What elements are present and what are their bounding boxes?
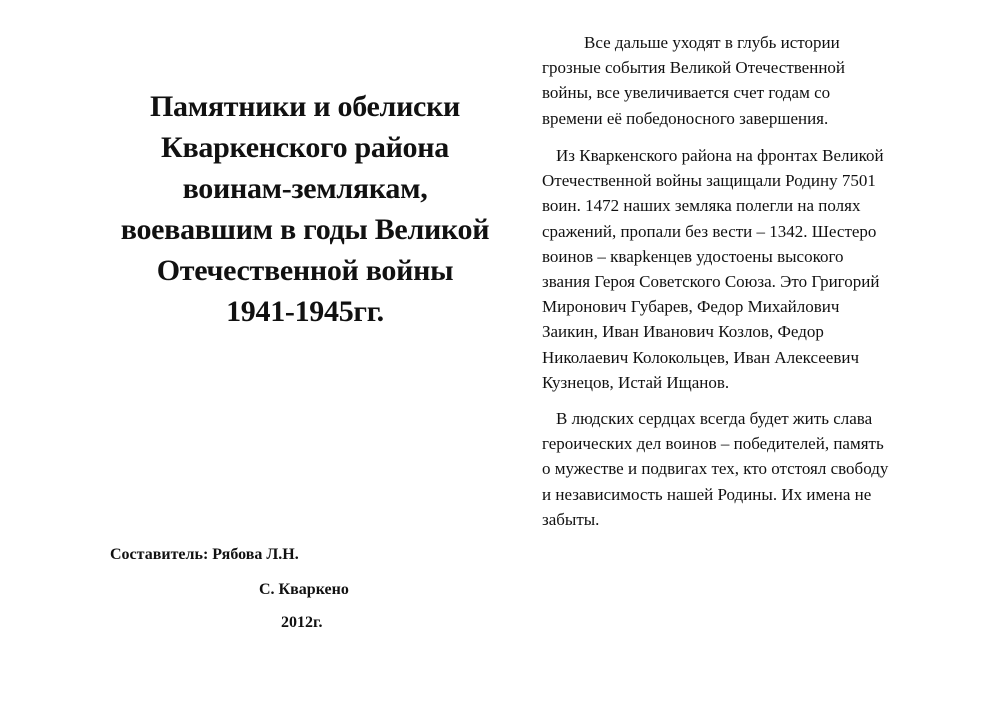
document-title [95, 86, 515, 332]
paragraph-line: воин. 1472 наших земляка полегли на полях [542, 196, 861, 216]
paragraph-line: и независимость нашей Родины. Их имена не [542, 484, 872, 504]
title-line: Кваркенского района [161, 131, 449, 164]
paragraph-line: Миронович Губарев, Федор Михайлович [542, 297, 840, 317]
paragraph-line: войны, все увеличивается счет годам со [542, 83, 831, 103]
paragraph-line: сражений, пропали без вести – 1342. Шестеро [542, 221, 877, 241]
title-line: воинам-землякам, [182, 172, 428, 205]
compiler-credit: Составитель: Рябова Л.Н. [110, 546, 299, 563]
paragraph-line: В людских сердцах всегда будет жить слава [556, 409, 873, 428]
paragraph-statistics [542, 143, 952, 395]
title-line: 1941-1945гг. [226, 295, 384, 328]
paragraph-line: о мужестве и подвигах тех, кто отстоял свободу [542, 459, 889, 479]
right-page [520, 0, 1000, 703]
paragraph-line: Заикин, Иван Иванович Козлов, Федор [542, 322, 824, 342]
paragraph-line: героических дел воинов – победителей, память [542, 434, 884, 454]
publication-place: С. Кваркено [259, 581, 349, 598]
paragraph-line: Из Кваркенского района на фронтах Великой [556, 146, 884, 165]
title-line: воевавшим в годы Великой [120, 213, 490, 246]
paragraph-memory [542, 406, 952, 532]
paragraph-line: Николаевич Колокольцев, Иван Алексеевич [542, 347, 860, 367]
paragraph-line: звания Героя Советского Союза. Это Григорий [542, 272, 880, 292]
publication-year: 2012г. [281, 614, 323, 631]
paragraph-line: Отечественной войны защищали Родину 7501 [542, 171, 876, 191]
paragraph-line: воинов – кварkенцев удостоены высокого [542, 246, 844, 266]
paragraph-intro [542, 30, 952, 131]
paragraph-line: грозные события Великой Отечественной [542, 58, 846, 78]
paragraph-line: Кузнецов, Истай Ищанов. [542, 372, 730, 392]
paragraph-line: времени её победоносного завершения. [542, 108, 829, 128]
title-line: Памятники и обелиски [149, 90, 461, 123]
paragraph-line: Все дальше уходят в глубь истории [584, 33, 840, 52]
title-line: Отечественной войны [156, 254, 454, 287]
paragraph-line: забыты. [542, 509, 600, 529]
